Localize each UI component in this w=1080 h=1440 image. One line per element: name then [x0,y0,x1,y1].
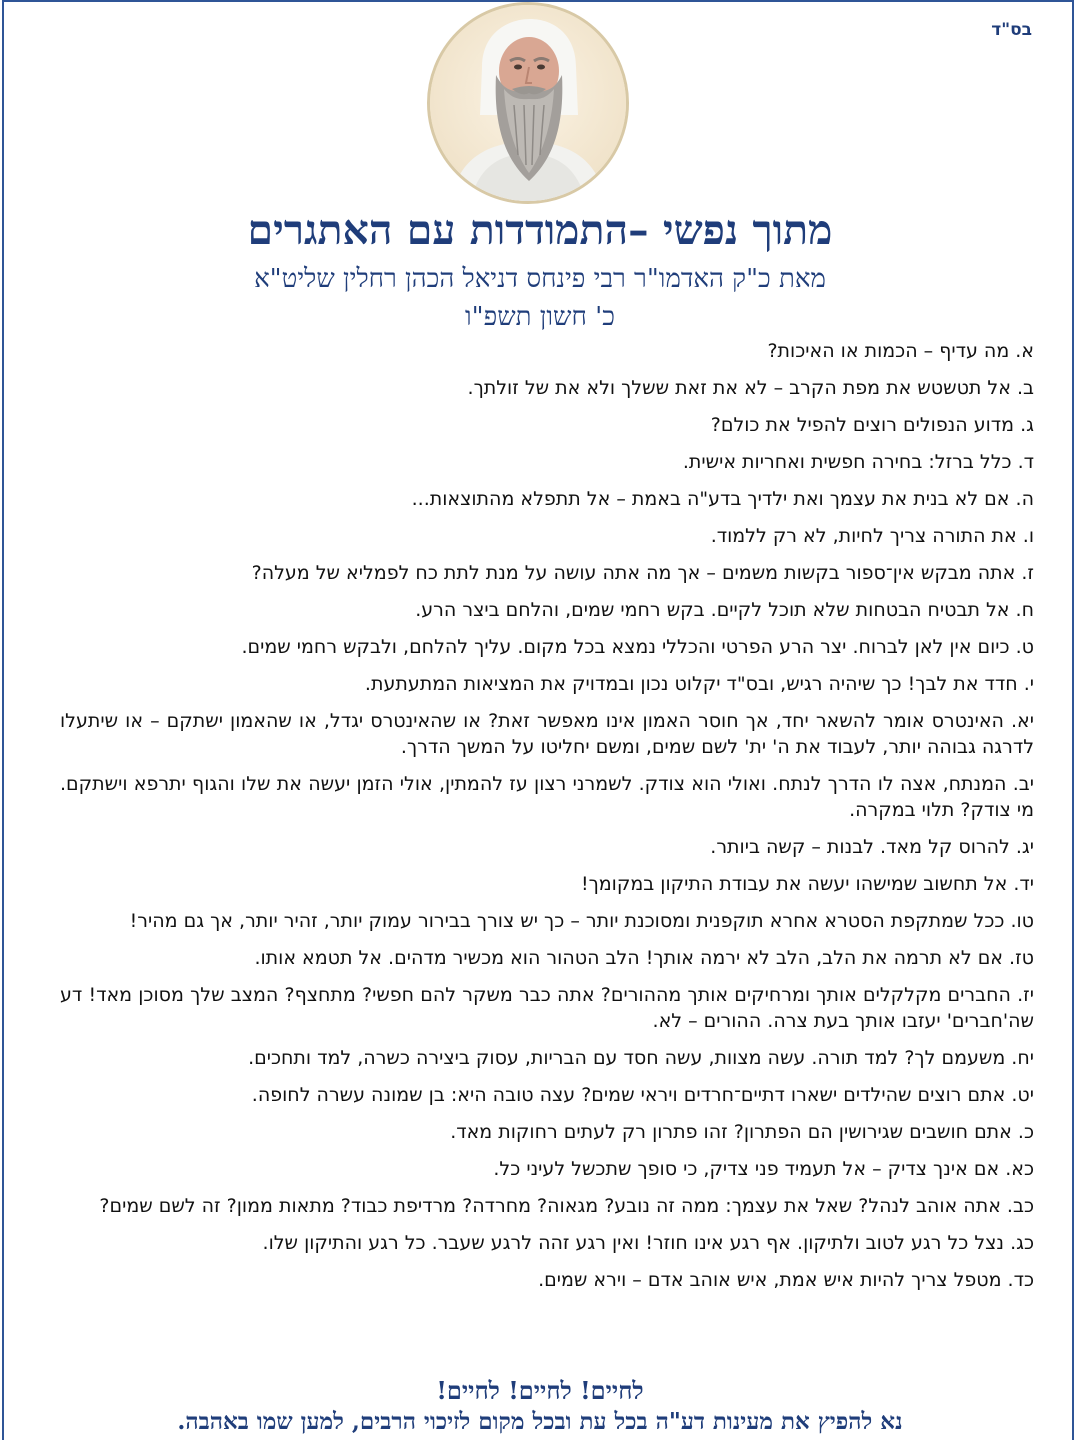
list-item: יט. אתם רוצים שהילדים ישארו דתיים־חרדים ויראי שמים? עצה טובה היא: בן שמונה עשרה לחופה. [251,1084,1034,1106]
portrait-illustration [430,5,626,201]
list-item: יג. להרוס קל מאד. לבנות – קשה ביותר. [710,836,1034,858]
list-item: כד. מטפל צריך להיות איש אמת, איש אוהב אדם – וירא שמים. [538,1269,1034,1291]
list-item: כג. נצל כל רגע לטוב ולתיקון. אף רגע אינו חוזר! ואין רגע זהה לרגע שעבר. כל רגע והתיקון שלו. [262,1232,1034,1254]
list-item: יא. האינטרס אומר להשאר יחד, אך חוסר האמון אינו מאפשר זאת? או שהאינטרס יגדל, או שהאמון ישתקם – או שיתעלו לדרגה גבוהה יותר, לעבוד את ה' ית' לשם שמים, ומשם יחליטו על המשך הדרך. [60,710,1034,758]
document-date: כ' חשון תשפ"ו [465,302,615,332]
list-item: ג. מדוע הנפולים רוצים להפיל את כולם? [710,414,1034,436]
list-item: ד. כלל ברזל: בחירה חפשית ואחריות אישית. [682,451,1034,473]
list-item: ה. אם לא בנית את עצמך ואת ילדיך בדע"ה באמת – אל תתפלא מהתוצאות... [411,488,1034,510]
footer-request: נא להפיץ את מעינות דע"ה בכל עת ובכל מקום לזיכוי הרבים, למען שמו באהבה. [177,1408,903,1435]
list-item: ו. את התורה צריך לחיות, לא רק ללמוד. [710,525,1034,547]
list-item: א. מה עדיף – הכמות או האיכות? [767,340,1034,362]
bsd-mark: בס"ד [991,20,1032,40]
list-item: כא. אם אינך צדיק – אל תעמיד פני צדיק, כי סופך שתכשל לעיני כל. [493,1158,1034,1180]
list-item: י. חדד את לבך! כך שיהיה רגיש, ובס"ד יקלוט נכון ובמדויק את המציאות המתעתעת. [364,673,1034,695]
document-title: מתוך נפשי –התמודדות עם האתגרים [247,206,833,254]
list-item: יח. משעמם לך? למד תורה. עשה מצוות, עשה חסד עם הבריות, עסוק ביצירה כשרה, למד ותחכים. [248,1047,1034,1069]
list-item: יד. אל תחשוב שמישהו יעשה את עבודת התיקון במקומך! [580,873,1034,895]
footer-blessing: לחיים! לחיים! לחיים! [436,1376,644,1405]
sayings-list [60,338,1034,1304]
list-item: טו. ככל שמתקפת הסטרא אחרא תוקפנית ומסוכנת יותר – כך יש צורך בבירור עמוק יותר, זהיר יותר, אך גם מהיר! [129,910,1034,932]
list-item: יב. המנתח, אצה לו הדרך לנתח. ואולי הוא צודק. לשמרני רצון עז להמתין, אולי הזמן יעשה את שלו והגוף יתרפא וישתקם. מי צודק? תלוי במקרה. [60,773,1034,821]
list-item: ב. אל תטשטש את מפת הקרב – לא את זאת ששלך ולא את של זולתך. [467,377,1034,399]
list-item: כב. אתה אוהב לנהל? שאל את עצמך: ממה זה נובע? מגאוה? מחרדה? מרדיפת כבוד? מתאות ממון? זה לשם שמים? [99,1195,1034,1217]
portrait-image [427,2,629,204]
document-subtitle: מאת כ"ק האדמו"ר רבי פינחס דניאל הכהן רחלין שליט"א [254,264,826,294]
list-item: כ. אתם חושבים שגירושין הם הפתרון? זהו פתרון רק לעתים רחוקות מאד. [450,1121,1034,1143]
list-item: ח. אל תבטיח הבטחות שלא תוכל לקיים. בקש רחמי שמים, והלחם ביצר הרע. [415,599,1034,621]
list-item: ט. כיום אין לאן לברוח. יצר הרע הפרטי והכללי נמצא בכל מקום. עליך להלחם, ולבקש רחמי שמים. [241,636,1034,658]
list-item: יז. החברים מקלקלים אותך ומרחיקים אותך מההורים? אתה כבר משקר להם חפשי? מתחצף? המצב שלך מסוכן מאד! דע שה'חברים' יעזבו אותך בעת צרה. ההורים – לא. [60,984,1034,1032]
list-item: טז. אם לא תרמה את הלב, הלב לא ירמה אותך! הלב הטהור הוא מכשיר מדהים. אל תטמא אותו. [254,947,1034,969]
list-item: ז. אתה מבקש אין־ספור בקשות משמים – אך מה אתה עושה על מנת לתת כח לפמליא של מעלה? [251,562,1034,584]
